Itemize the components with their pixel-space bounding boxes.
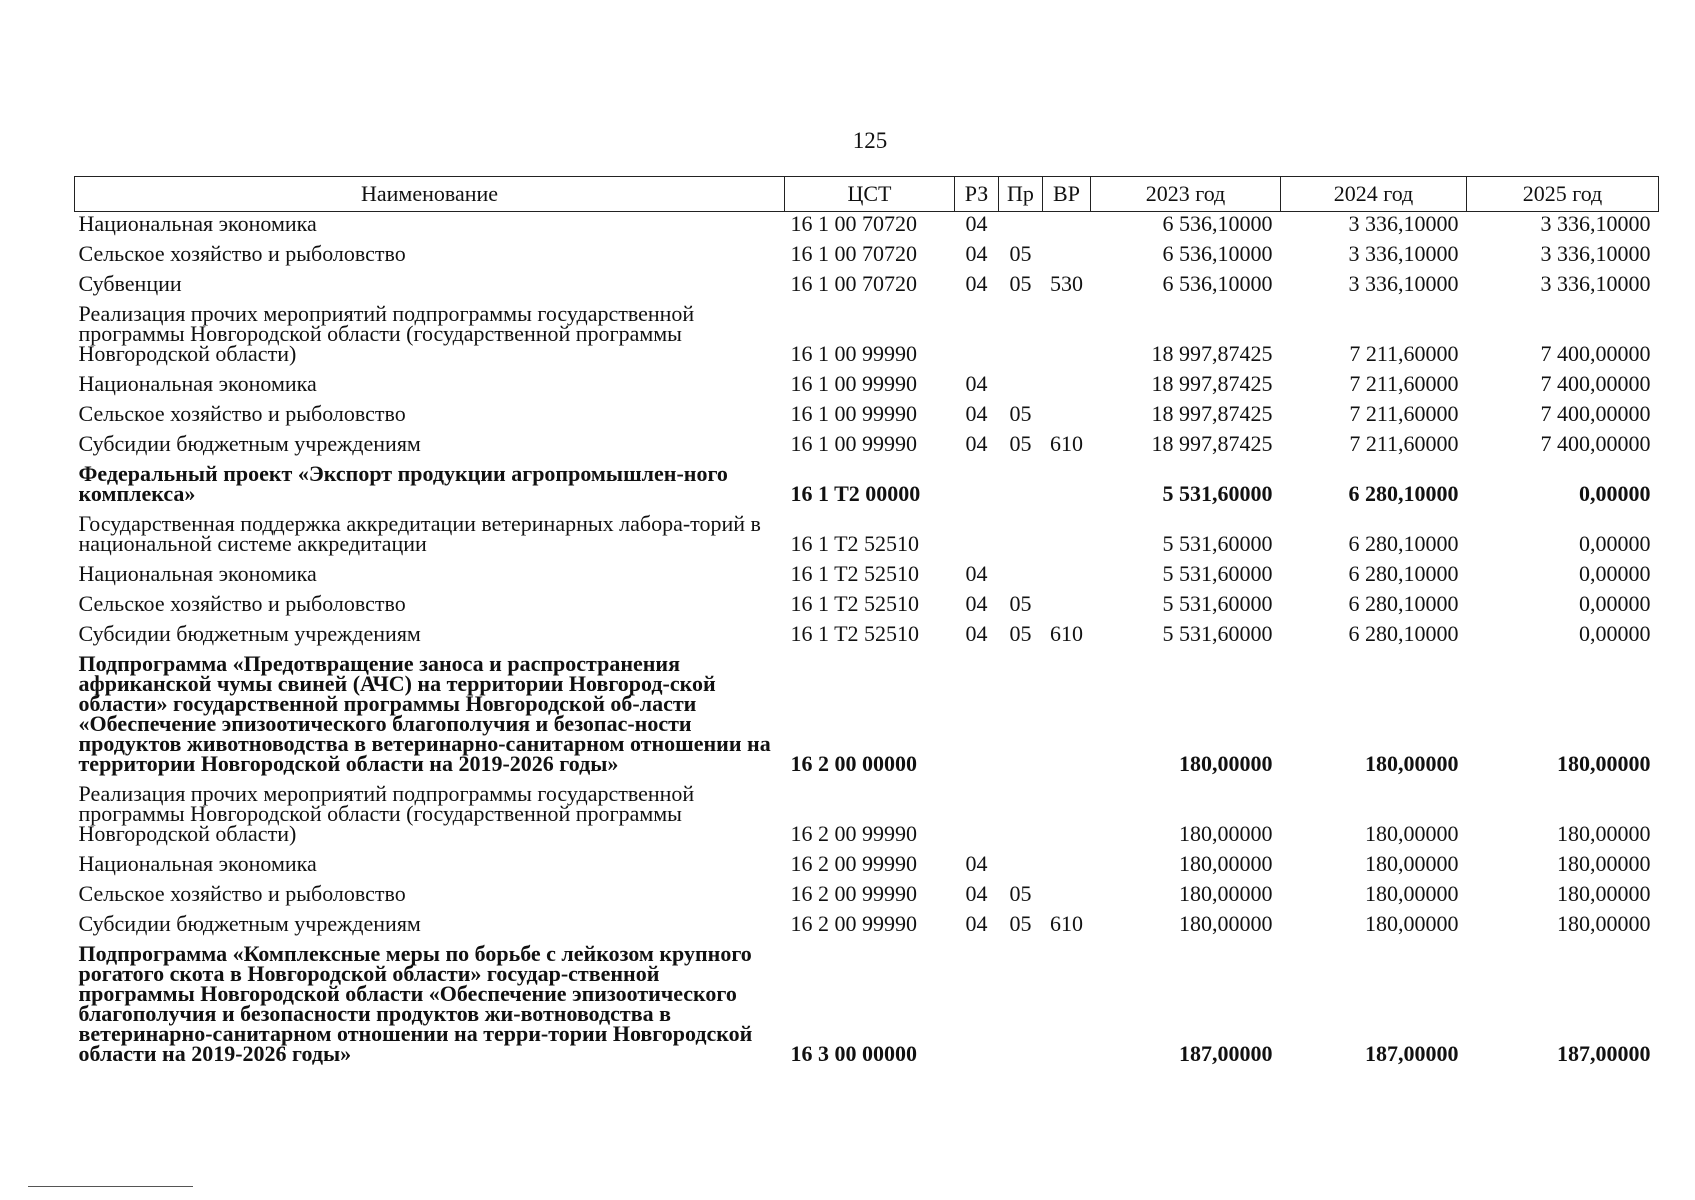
cell-vr [1043, 302, 1091, 372]
table-row [75, 882, 1659, 912]
cell-cst: 16 2 00 99990 [790, 881, 917, 906]
cell-2024: 180,00000 [1365, 851, 1459, 876]
cell-pr [999, 942, 1043, 1072]
cell-2025: 3 336,10000 [1540, 271, 1651, 296]
cell-2024: 180,00000 [1365, 751, 1459, 776]
cell-pr: 05 [1009, 881, 1032, 906]
cell-pr [999, 212, 1043, 243]
cell-2024: 3 336,10000 [1348, 271, 1459, 296]
header-vr: ВР [1043, 177, 1091, 212]
cell-rz [955, 652, 999, 782]
cell-rz [955, 512, 999, 562]
cell-2024: 187,00000 [1365, 1041, 1459, 1066]
cell-cst: 16 1 00 99990 [790, 431, 917, 456]
cell-2024: 6 280,10000 [1348, 561, 1459, 586]
cell-rz: 04 [965, 271, 988, 296]
cell-2024: 6 280,10000 [1348, 591, 1459, 616]
cell-2023: 180,00000 [1179, 851, 1273, 876]
table-row [75, 852, 1659, 882]
cell-2024: 180,00000 [1365, 821, 1459, 846]
cell-pr [999, 852, 1043, 882]
cell-pr: 05 [1009, 271, 1032, 296]
header-2025: 2025 год [1467, 177, 1659, 212]
header-2023: 2023 год [1091, 177, 1281, 212]
table-row [75, 592, 1659, 622]
cell-vr: 610 [1050, 911, 1083, 936]
cell-rz: 04 [965, 851, 988, 876]
cell-rz: 04 [965, 561, 988, 586]
cell-2024: 6 280,10000 [1348, 481, 1459, 506]
cell-2023: 180,00000 [1179, 911, 1273, 936]
cell-pr [999, 372, 1043, 402]
cell-rz: 04 [965, 621, 988, 646]
cell-2024: 6 280,10000 [1348, 531, 1459, 556]
cell-2023: 6 536,10000 [1162, 241, 1273, 266]
cell-2024: 3 336,10000 [1348, 211, 1459, 236]
header-2024: 2024 год [1281, 177, 1467, 212]
cell-rz [955, 302, 999, 372]
cell-2025: 7 400,00000 [1540, 341, 1651, 366]
cell-pr [999, 302, 1043, 372]
cell-vr [1043, 882, 1091, 912]
cell-pr: 05 [1009, 591, 1032, 616]
cell-name: Национальная экономика [78, 211, 317, 236]
cell-vr [1043, 942, 1091, 1072]
cell-vr: 610 [1050, 431, 1083, 456]
cell-cst: 16 3 00 00000 [790, 1041, 917, 1066]
table-row [75, 562, 1659, 592]
cell-rz: 04 [965, 241, 988, 266]
cell-2024: 3 336,10000 [1348, 241, 1459, 266]
cell-pr: 05 [1009, 431, 1032, 456]
cell-2025: 3 336,10000 [1540, 211, 1651, 236]
cell-name: Федеральный проект «Экспорт продукции агропромышлен-ного комплекса» [78, 461, 728, 506]
cell-rz: 04 [965, 401, 988, 426]
cell-2024: 180,00000 [1365, 911, 1459, 936]
cell-name: Сельское хозяйство и рыболовство [78, 401, 406, 426]
cell-2024: 7 211,60000 [1349, 401, 1459, 426]
cell-2023: 187,00000 [1179, 1041, 1273, 1066]
cell-name: Реализация прочих мероприятий подпрограммы государственной программы Новгородской области (государственной программы Новгородской области) [78, 301, 695, 366]
cell-pr [999, 652, 1043, 782]
cell-2024: 7 211,60000 [1349, 371, 1459, 396]
cell-2023: 5 531,60000 [1162, 591, 1273, 616]
cell-name: Реализация прочих мероприятий подпрограммы государственной программы Новгородской области (государственной программы Новгородской области) [78, 781, 695, 846]
cell-2023: 18 997,87425 [1151, 431, 1273, 456]
cell-2025: 180,00000 [1557, 821, 1651, 846]
cell-cst: 16 2 00 99990 [790, 911, 917, 936]
cell-vr [1043, 652, 1091, 782]
cell-2024: 7 211,60000 [1349, 341, 1459, 366]
cell-2025: 180,00000 [1557, 881, 1651, 906]
cell-name: Национальная экономика [78, 561, 317, 586]
cell-cst: 16 1 00 70720 [790, 271, 917, 296]
cell-vr [1043, 782, 1091, 852]
table-row [75, 402, 1659, 432]
cell-2025: 0,00000 [1579, 561, 1651, 586]
cell-cst: 16 1 T2 00000 [790, 481, 921, 506]
cell-rz [955, 782, 999, 852]
header-name: Наименование [75, 177, 785, 212]
cell-2024: 180,00000 [1365, 881, 1459, 906]
cell-rz: 04 [965, 211, 988, 236]
cell-vr [1043, 242, 1091, 272]
header-cst: ЦСТ [785, 177, 955, 212]
cell-2025: 7 400,00000 [1540, 371, 1651, 396]
cell-name: Национальная экономика [78, 371, 317, 396]
cell-name: Сельское хозяйство и рыболовство [78, 241, 406, 266]
cell-vr [1043, 212, 1091, 243]
cell-vr [1043, 852, 1091, 882]
cell-name: Подпрограмма «Предотвращение заноса и распространения африканской чумы свиней (АЧС) на территории Новгород-ской области» государственной программы Новгородской об-ласти «Обеспечение эпизоотического благополучия и безопас-ности продуктов животноводства в ветеринарно-санитарном отношении на территории Новгородской области на 2019-2026 годы» [78, 651, 771, 776]
table-row [75, 372, 1659, 402]
cell-2025: 0,00000 [1579, 531, 1651, 556]
cell-rz: 04 [965, 911, 988, 936]
cell-2024: 7 211,60000 [1349, 431, 1459, 456]
cell-rz: 04 [965, 881, 988, 906]
cell-pr: 05 [1009, 241, 1032, 266]
table-row [75, 942, 1659, 1072]
table-row [75, 652, 1659, 782]
cell-rz [955, 462, 999, 512]
cell-2023: 180,00000 [1179, 821, 1273, 846]
table-row [75, 912, 1659, 942]
cell-vr [1043, 512, 1091, 562]
cell-cst: 16 2 00 00000 [790, 751, 917, 776]
table-row [75, 212, 1659, 243]
table-row [75, 622, 1659, 652]
cell-cst: 16 1 00 99990 [790, 341, 917, 366]
budget-table [74, 176, 1659, 1072]
cell-name: Национальная экономика [78, 851, 317, 876]
header-pr: Пр [999, 177, 1043, 212]
cell-cst: 16 1 T2 52510 [790, 531, 920, 556]
table-body [75, 212, 1659, 1073]
cell-2023: 6 536,10000 [1162, 271, 1273, 296]
cell-pr [999, 512, 1043, 562]
cell-rz: 04 [965, 431, 988, 456]
cell-rz: 04 [965, 371, 988, 396]
table-header [75, 177, 1659, 212]
cell-name: Государственная поддержка аккредитации ветеринарных лабора-торий в национальной системе аккредитации [78, 511, 761, 556]
cell-name: Субсидии бюджетным учреждениям [78, 911, 421, 936]
cell-2025: 0,00000 [1579, 621, 1651, 646]
table-row [75, 462, 1659, 512]
cell-name: Сельское хозяйство и рыболовство [78, 591, 406, 616]
cell-name: Подпрограмма «Комплексные меры по борьбе с лейкозом крупного рогатого скота в Новгородской области» государ-ственной программы Новгородской области «Обеспечение эпизоотического благополучия и безопасности продуктов жи-вотноводства в ветеринарно-санитарном отношении на терри-тории Новгородской области на 2019-2026 годы» [78, 941, 753, 1066]
cell-cst: 16 1 T2 52510 [790, 621, 920, 646]
cell-pr [999, 462, 1043, 512]
cell-2023: 18 997,87425 [1151, 401, 1273, 426]
cell-2023: 5 531,60000 [1162, 621, 1273, 646]
cell-rz: 04 [965, 591, 988, 616]
cell-vr [1043, 462, 1091, 512]
table-row [75, 512, 1659, 562]
table-row [75, 272, 1659, 302]
cell-2025: 0,00000 [1579, 591, 1651, 616]
cell-cst: 16 1 00 99990 [790, 371, 917, 396]
cell-2023: 5 531,60000 [1162, 481, 1273, 506]
table-row [75, 432, 1659, 462]
cell-cst: 16 1 00 99990 [790, 401, 917, 426]
table-row [75, 242, 1659, 272]
cell-2025: 180,00000 [1557, 911, 1651, 936]
cell-cst: 16 1 00 70720 [790, 241, 917, 266]
cell-2025: 180,00000 [1557, 751, 1651, 776]
cell-pr: 05 [1009, 401, 1032, 426]
cell-vr [1043, 372, 1091, 402]
cell-pr [999, 782, 1043, 852]
cell-2024: 6 280,10000 [1348, 621, 1459, 646]
table-row [75, 782, 1659, 852]
cell-2025: 180,00000 [1557, 851, 1651, 876]
cell-vr [1043, 562, 1091, 592]
cell-2025: 7 400,00000 [1540, 401, 1651, 426]
cell-2023: 6 536,10000 [1162, 211, 1273, 236]
cell-name: Субсидии бюджетным учреждениям [78, 621, 421, 646]
cell-cst: 16 1 T2 52510 [790, 591, 920, 616]
cell-rz [955, 942, 999, 1072]
cell-cst: 16 1 T2 52510 [790, 561, 920, 586]
cell-vr [1043, 402, 1091, 432]
cell-name: Сельское хозяйство и рыболовство [78, 881, 406, 906]
header-rz: РЗ [955, 177, 999, 212]
cell-2025: 3 336,10000 [1540, 241, 1651, 266]
cell-cst: 16 1 00 70720 [790, 211, 917, 236]
cell-name: Субвенции [78, 271, 182, 296]
cell-2025: 0,00000 [1579, 481, 1651, 506]
cell-name: Субсидии бюджетным учреждениям [78, 431, 421, 456]
page-number: 125 [852, 128, 888, 153]
cell-2025: 7 400,00000 [1540, 431, 1651, 456]
cell-cst: 16 2 00 99990 [790, 851, 917, 876]
footnote-rule [28, 1186, 193, 1187]
cell-2023: 18 997,87425 [1151, 341, 1273, 366]
cell-2023: 180,00000 [1179, 751, 1273, 776]
cell-2025: 187,00000 [1557, 1041, 1651, 1066]
cell-pr: 05 [1009, 911, 1032, 936]
cell-vr: 530 [1050, 271, 1083, 296]
cell-cst: 16 2 00 99990 [790, 821, 917, 846]
cell-pr [999, 562, 1043, 592]
cell-vr: 610 [1050, 621, 1083, 646]
cell-2023: 5 531,60000 [1162, 561, 1273, 586]
header-row [75, 177, 1659, 212]
cell-2023: 18 997,87425 [1151, 371, 1273, 396]
table-row [75, 302, 1659, 372]
cell-pr: 05 [1009, 621, 1032, 646]
cell-vr [1043, 592, 1091, 622]
cell-2023: 5 531,60000 [1162, 531, 1273, 556]
cell-2023: 180,00000 [1179, 881, 1273, 906]
